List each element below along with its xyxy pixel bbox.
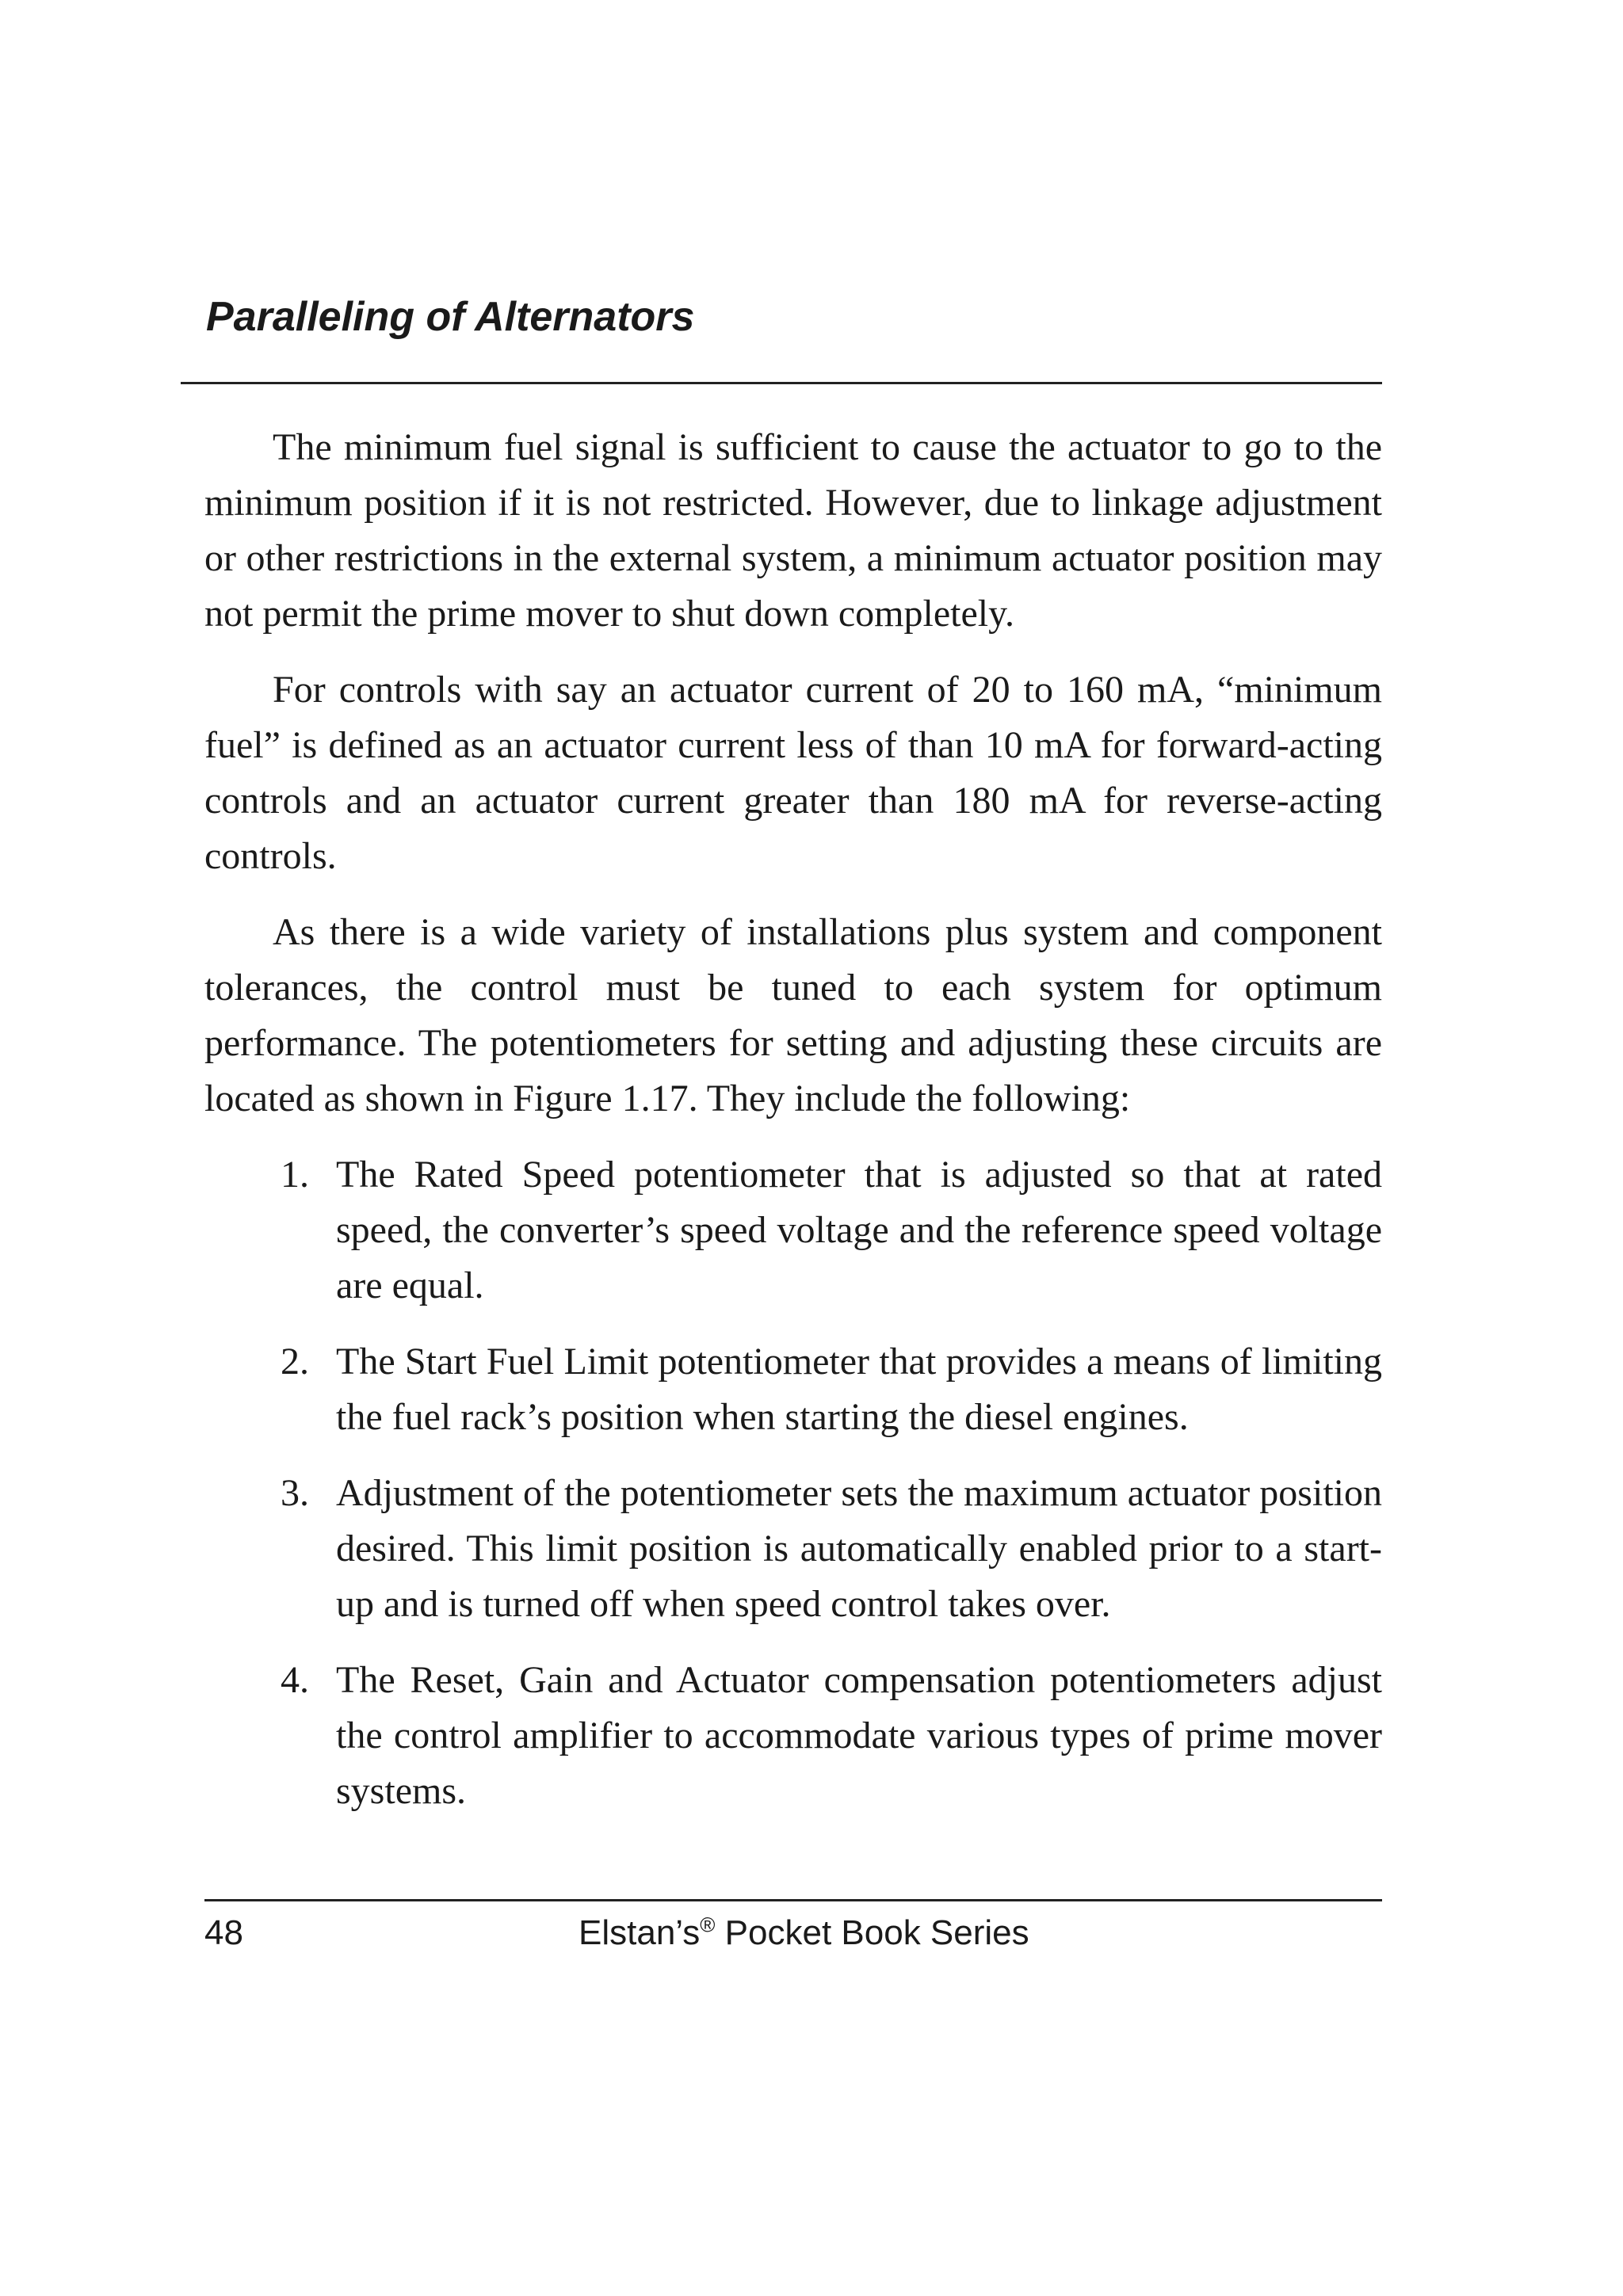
list-item-number: 3. [281,1472,309,1514]
paragraph-3: As there is a wide variety of installations plus system and component tolerances, the control must be tuned to each system for optimum performance. The potentiometers for setting and adjusting these circuits are located as shown in Figure 1.17. They include the following: [204,911,1382,1119]
paragraph-1: The minimum fuel signal is sufficient to cause the actuator to go to the minimum position if it is not restricted. However, due to linkage adjustment or other restrictions in the external system, a minimum actuator position may not permit the prime mover to shut down completely. [204,426,1382,635]
series-name: Elstan’s [579,1913,701,1952]
potentiometer-list [204,1147,1382,1819]
list-item-number: 4. [281,1659,309,1701]
running-header-title: Paralleling of Alternators [206,294,695,340]
list-item-text: The Reset, Gain and Actuator compensation potentiometers adjust the control amplifier to accommodate various types of prime mover systems. [336,1659,1382,1812]
paragraph-2: For controls with say an actuator current of 20 to 160 mA, “minimum fuel” is defined as an actuator current less of than 10 mA for forward-acting controls and an actuator current greater than 180 mA for reverse-acting controls. [204,669,1382,877]
list-item-text: The Rated Speed potentiometer that is adjusted so that at rated speed, the converter’s speed voltage and the reference speed voltage are equal. [336,1154,1382,1306]
registered-mark: ® [700,1913,716,1937]
list-item [204,1653,1382,1819]
list-item-text: Adjustment of the potentiometer sets the maximum actuator position desired. This limit position is automatically enabled prior to a start-up and is turned off when speed control takes over. [336,1472,1382,1625]
page-number: 48 [204,1913,243,1952]
list-item [204,1147,1382,1314]
body-text [204,420,1382,1840]
list-item [204,1334,1382,1445]
list-item [204,1466,1382,1632]
book-series-name [579,1909,1029,1957]
list-item-number: 2. [281,1341,309,1383]
list-item-text: The Start Fuel Limit potentiometer that provides a means of limiting the fuel rack’s position when starting the diesel engines. [336,1341,1382,1438]
footer-rule [204,1899,1382,1901]
page-footer [204,1909,1382,1957]
series-suffix: Pocket Book Series [715,1913,1029,1952]
header-rule [181,382,1382,384]
list-item-number: 1. [281,1154,309,1196]
